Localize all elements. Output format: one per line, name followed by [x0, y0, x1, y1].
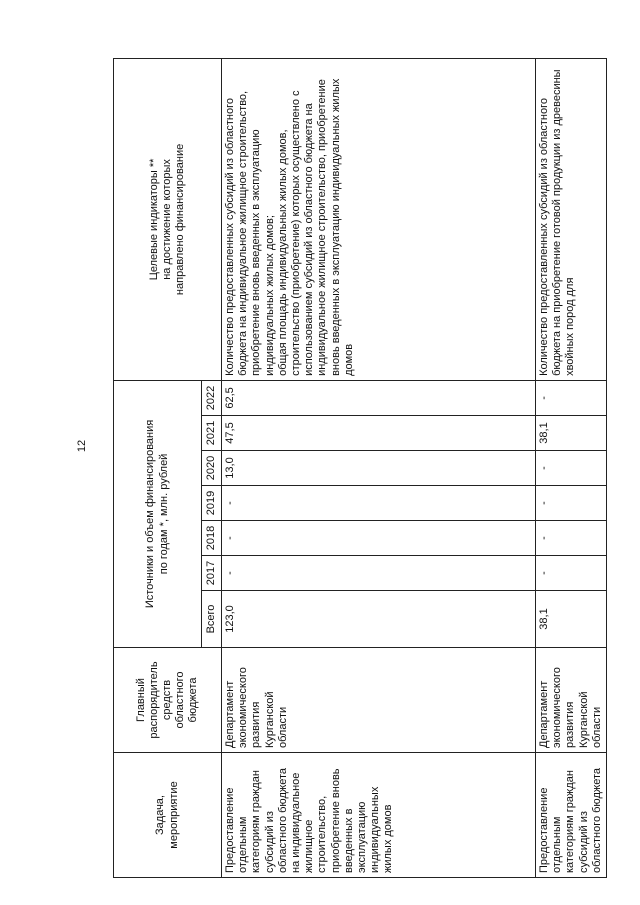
row-year-value: 13,0 — [222, 451, 536, 486]
row-manager: Департамент экономического развития Курганской области — [222, 648, 536, 753]
row-year-value: - — [222, 556, 536, 591]
table-row — [536, 58, 607, 877]
header-year: 2017 — [202, 556, 222, 591]
row-year-value: 38,1 — [536, 416, 607, 451]
header-year: 2022 — [202, 380, 222, 415]
row-task: Предоставление отдельным категориям граждан субсидий из областного бюджета на индивидуальное жилищное строительство, приобретение вновь введенных в эксплуатацию индивидуальных жилых домов — [222, 753, 536, 878]
header-year: 2018 — [202, 521, 222, 556]
row-indicators: Количество предоставленных субсидий из областного бюджета на приобретение готовой продукции из древесины хвойных пород для — [536, 58, 607, 380]
rotated-table-container — [113, 60, 603, 878]
header-year: 2020 — [202, 451, 222, 486]
row-year-value: - — [536, 521, 607, 556]
row-total: 38,1 — [536, 591, 607, 648]
row-year-value: - — [536, 556, 607, 591]
table-row — [222, 58, 536, 877]
row-year-value: - — [536, 451, 607, 486]
row-year-value: - — [536, 380, 607, 415]
row-total: 123,0 — [222, 591, 536, 648]
row-year-value: - — [222, 486, 536, 521]
page-number: 12 — [76, 439, 88, 453]
row-year-value: - — [222, 521, 536, 556]
row-year-value: 47,5 — [222, 416, 536, 451]
header-year: 2019 — [202, 486, 222, 521]
header-total: Всего — [202, 591, 222, 648]
header-funding: Источники и объем финансирования по годам *, млн. рублей — [114, 380, 202, 647]
header-row — [114, 58, 202, 877]
row-year-value: - — [536, 486, 607, 521]
row-year-value: 62,5 — [222, 380, 536, 415]
row-task: Предоставление отдельным категориям граждан субсидий из областного бюджета — [536, 753, 607, 878]
row-indicators: Количество предоставленных субсидий из областного бюджета на индивидуальное жилищное строительство, приобретение вновь введенных в эксплуатацию индивидуальных жилых домов; общая площадь индивидуальных жилых домов, строительство (приобретение) которых осуществлено с использованием субсидий из областного бюджета на индивидуальное жилищное строительство, приобретение вновь введенных в эксплуатацию индивидуальных жилых домов — [222, 58, 536, 380]
header-year: 2021 — [202, 416, 222, 451]
header-manager: Главный распорядитель средств областного бюджета — [114, 648, 222, 753]
row-manager: Департамент экономического развития Курганской области — [536, 648, 607, 753]
header-indicators: Целевые индикаторы ** на достижение которых направлено финансирование — [114, 58, 222, 380]
header-task: Задача, мероприятие — [114, 753, 222, 878]
funding-table — [113, 58, 607, 878]
